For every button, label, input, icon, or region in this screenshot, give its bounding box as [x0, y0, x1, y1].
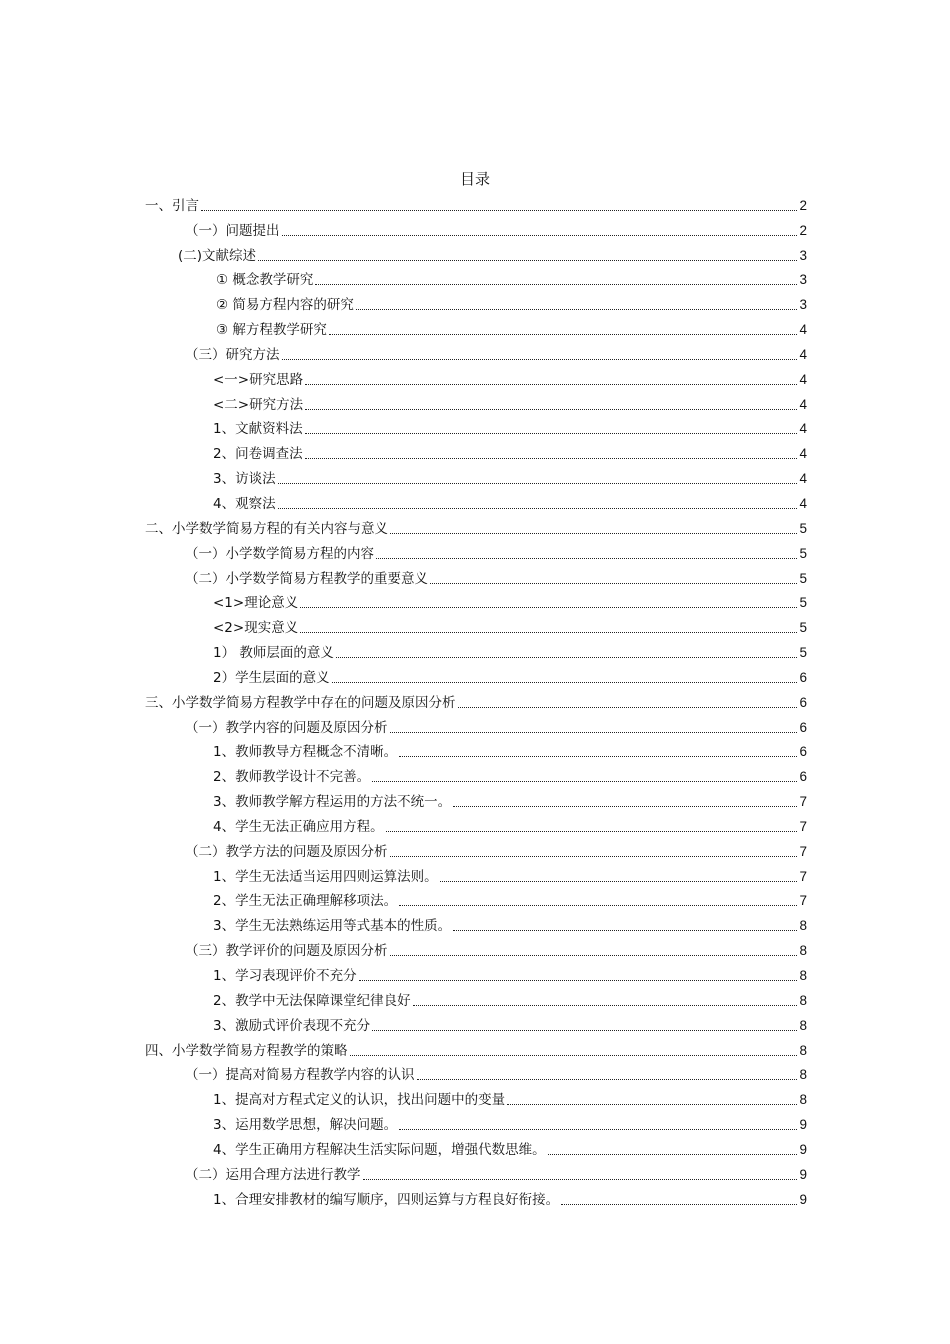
toc-entry-label: <二>研究方法 — [213, 396, 304, 413]
toc-entry-page-number: 8 — [799, 1042, 807, 1058]
dot-leader — [278, 507, 797, 509]
toc-entry[interactable] — [145, 960, 807, 985]
toc-entry-label: （二）运用合理方法进行教学 — [185, 1166, 361, 1183]
toc-entry-label: 1、学习表现评价不充分 — [213, 968, 357, 984]
toc-entry[interactable] — [145, 910, 807, 935]
toc-entry-label: 1、教师教导方程概念不清晰。 — [213, 744, 398, 761]
toc-entry-page-number: 5 — [799, 545, 807, 561]
toc-entry[interactable] — [145, 240, 807, 265]
toc-entry-label: <2>现实意义 — [213, 620, 299, 637]
toc-entry-page-number: 6 — [799, 694, 807, 710]
toc-entry[interactable] — [145, 438, 807, 463]
toc-entry-label: 3、访谈法 — [213, 471, 276, 488]
dot-leader — [329, 333, 797, 335]
toc-entry-page-number: 5 — [799, 645, 807, 661]
toc-entry-page-number: 4 — [799, 495, 807, 511]
toc-entry-page-number: 7 — [799, 843, 807, 859]
toc-entry-page-number: 4 — [799, 396, 807, 412]
toc-entry[interactable] — [145, 513, 807, 538]
toc-entry-label: 2）学生层面的意义 — [213, 669, 330, 686]
toc-entry-page-number: 5 — [799, 520, 807, 536]
toc-entry-label: 3、教师教学解方程运用的方法不统一。 — [213, 794, 452, 811]
toc-entry-label: ② 简易方程内容的研究 — [216, 297, 354, 314]
toc-entry-label: 2、教学中无法保障课堂纪律良好 — [213, 992, 411, 1009]
dot-leader — [561, 1203, 797, 1205]
toc-entry-page-number: 7 — [799, 868, 807, 884]
dot-leader — [417, 1078, 798, 1080]
toc-entry-page-number: 3 — [799, 247, 807, 263]
toc-entry[interactable] — [145, 538, 807, 563]
dot-leader — [350, 1054, 798, 1056]
toc-entry-page-number: 7 — [799, 893, 807, 909]
toc-entry-label: （一）提高对简易方程教学内容的认识 — [185, 1067, 415, 1084]
toc-entry-page-number: 6 — [799, 769, 807, 785]
toc-entry-page-number: 9 — [799, 1117, 807, 1133]
toc-entry-page-number: 6 — [799, 744, 807, 760]
dot-leader — [440, 880, 797, 882]
dot-leader — [258, 259, 797, 261]
toc-entry[interactable] — [145, 414, 807, 439]
toc-entry[interactable] — [145, 1010, 807, 1035]
toc-entry-label: 3、学生无法熟练运用等式基本的性质。 — [213, 918, 452, 935]
toc-entry-page-number: 4 — [799, 421, 807, 437]
toc-entry[interactable] — [145, 588, 807, 613]
toc-title: 目录 — [459, 170, 490, 188]
toc-entry-page-number: 9 — [799, 1141, 807, 1157]
toc-entry-label: <一>研究思路 — [213, 371, 304, 388]
dot-leader — [305, 432, 797, 434]
toc-entry-page-number: 4 — [799, 322, 807, 338]
dot-leader — [359, 979, 797, 981]
toc-entry-label: （一）教学内容的问题及原因分析 — [185, 719, 388, 736]
dot-leader — [278, 482, 797, 484]
toc-entry-label: （二）教学方法的问题及原因分析 — [185, 843, 388, 860]
toc-entry-page-number: 4 — [799, 371, 807, 387]
toc-entry-page-number: 3 — [799, 272, 807, 288]
toc-entry[interactable] — [145, 1060, 807, 1085]
toc-entry-label: 3、激励式评价表现不充分 — [213, 1017, 371, 1034]
toc-entry[interactable] — [145, 637, 807, 662]
toc-entry-page-number: 6 — [799, 669, 807, 685]
dot-leader — [386, 830, 797, 832]
dot-leader — [372, 780, 797, 782]
toc-entry-label: （三）教学评价的问题及原因分析 — [185, 943, 388, 960]
toc-entry-label: 一、引言 — [145, 197, 199, 214]
toc-entry[interactable] — [145, 662, 807, 687]
toc-entry[interactable] — [145, 463, 807, 488]
toc-entry-label: 4、观察法 — [213, 495, 276, 512]
dot-leader — [390, 731, 798, 733]
toc-entry-label: （一）小学数学简易方程的内容 — [185, 545, 374, 562]
toc-entry-label: 二、小学数学简易方程的有关内容与意义 — [145, 520, 388, 537]
dot-leader — [453, 929, 797, 931]
dot-leader — [390, 954, 798, 956]
toc-entry[interactable] — [145, 612, 807, 637]
toc-entry[interactable] — [145, 737, 807, 762]
dot-leader — [363, 1178, 798, 1180]
toc-entry-label: 2、学生无法正确理解移项法。 — [213, 893, 398, 910]
dot-leader — [305, 383, 797, 385]
toc-entry[interactable] — [145, 364, 807, 389]
dot-leader — [372, 1029, 797, 1031]
toc-entry-page-number: 5 — [799, 570, 807, 586]
toc-entry-label: ③ 解方程教学研究 — [216, 322, 327, 339]
toc-entry-label: 四、小学数学简易方程教学的策略 — [145, 1042, 348, 1059]
toc-entry-page-number: 8 — [799, 918, 807, 934]
toc-entry[interactable] — [145, 314, 807, 339]
toc-entry-label: 三、小学数学简易方程教学中存在的问题及原因分析 — [145, 694, 456, 711]
toc-entry[interactable] — [145, 1184, 807, 1209]
toc-entry-page-number: 8 — [799, 1067, 807, 1083]
toc-entry-label: 4、学生无法正确应用方程。 — [213, 818, 384, 835]
toc-entry-page-number: 4 — [799, 346, 807, 362]
toc-entry[interactable] — [145, 1109, 807, 1134]
toc-entry[interactable] — [145, 985, 807, 1010]
toc-entry-page-number: 5 — [799, 620, 807, 636]
dot-leader — [315, 283, 797, 285]
toc-entry-label: 3、运用数学思想，解决问题。 — [213, 1117, 398, 1134]
toc-entry-page-number: 4 — [799, 471, 807, 487]
dot-leader — [390, 532, 797, 534]
toc-entry-page-number: 2 — [799, 197, 807, 213]
dot-leader — [399, 904, 797, 906]
toc-entry-label: 4、学生正确用方程解决生活实际问题，增强代数思维。 — [213, 1141, 546, 1158]
toc-entry[interactable] — [145, 1134, 807, 1159]
dot-leader — [305, 408, 797, 410]
toc-entry-page-number: 8 — [799, 1092, 807, 1108]
toc-entry-label: 2、问卷调查法 — [213, 446, 303, 463]
table-of-contents — [145, 190, 807, 1209]
dot-leader — [305, 457, 797, 459]
toc-entry[interactable] — [145, 786, 807, 811]
toc-entry[interactable] — [145, 811, 807, 836]
toc-entry[interactable] — [145, 712, 807, 737]
toc-entry[interactable] — [145, 339, 807, 364]
dot-leader — [430, 582, 797, 584]
dot-leader — [458, 706, 798, 708]
dot-leader — [332, 681, 797, 683]
toc-entry[interactable] — [145, 289, 807, 314]
toc-entry-page-number: 9 — [799, 1166, 807, 1182]
toc-entry[interactable] — [145, 1084, 807, 1109]
toc-entry[interactable] — [145, 886, 807, 911]
toc-entry-page-number: 4 — [799, 446, 807, 462]
dot-leader — [201, 209, 797, 211]
toc-entry-label: <1>理论意义 — [213, 595, 299, 612]
toc-entry-label: 1、合理安排教材的编写顺序，四则运算与方程良好衔接。 — [213, 1191, 560, 1208]
toc-entry[interactable] — [145, 1035, 807, 1060]
toc-entry-label: （一）问题提出 — [185, 222, 280, 239]
toc-entry[interactable] — [145, 389, 807, 414]
toc-entry-page-number: 6 — [799, 719, 807, 735]
toc-entry-label: 2、教师教学设计不完善。 — [213, 769, 371, 786]
toc-entry-page-number: 3 — [799, 297, 807, 313]
dot-leader — [376, 557, 797, 559]
toc-entry-page-number: 9 — [799, 1191, 807, 1207]
toc-entry-label: （二）小学数学简易方程教学的重要意义 — [185, 570, 428, 587]
dot-leader — [390, 855, 798, 857]
toc-entry-label: 1、提高对方程式定义的认识，找出问题中的变量 — [213, 1092, 506, 1109]
dot-leader — [336, 656, 797, 658]
toc-entry-page-number: 2 — [799, 222, 807, 238]
toc-entry-page-number: 7 — [799, 794, 807, 810]
dot-leader — [399, 755, 797, 757]
dot-leader — [356, 308, 797, 310]
toc-entry-page-number: 5 — [799, 595, 807, 611]
toc-entry-label: 1） 教师层面的意义 — [213, 645, 334, 662]
toc-entry[interactable] — [145, 265, 807, 290]
dot-leader — [282, 358, 798, 360]
toc-entry[interactable] — [145, 861, 807, 886]
dot-leader — [413, 1004, 797, 1006]
toc-entry[interactable] — [145, 215, 807, 240]
toc-entry-label: （三）研究方法 — [185, 346, 280, 363]
dot-leader — [282, 234, 798, 236]
toc-entry[interactable] — [145, 761, 807, 786]
toc-entry-page-number: 8 — [799, 943, 807, 959]
dot-leader — [548, 1153, 797, 1155]
toc-entry[interactable] — [145, 488, 807, 513]
toc-entry[interactable] — [145, 687, 807, 712]
toc-entry[interactable] — [145, 563, 807, 588]
toc-entry-page-number: 8 — [799, 968, 807, 983]
toc-entry-page-number: 8 — [799, 992, 807, 1008]
toc-entry-label: ① 概念教学研究 — [216, 272, 314, 289]
dot-leader — [507, 1103, 797, 1105]
toc-entry-label: 1、文献资料法 — [213, 421, 303, 438]
toc-entry[interactable] — [145, 836, 807, 861]
dot-leader — [453, 805, 797, 807]
dot-leader — [399, 1128, 797, 1130]
toc-entry[interactable] — [145, 190, 807, 215]
dot-leader — [300, 631, 797, 633]
toc-entry-label: (二)文献综述 — [178, 247, 257, 264]
toc-entry[interactable] — [145, 935, 807, 960]
toc-entry-label: 1、学生无法适当运用四则运算法则。 — [213, 868, 438, 885]
dot-leader — [300, 606, 797, 608]
toc-entry-page-number: 8 — [799, 1017, 807, 1033]
toc-entry[interactable] — [145, 1159, 807, 1184]
toc-entry-page-number: 7 — [799, 818, 807, 834]
